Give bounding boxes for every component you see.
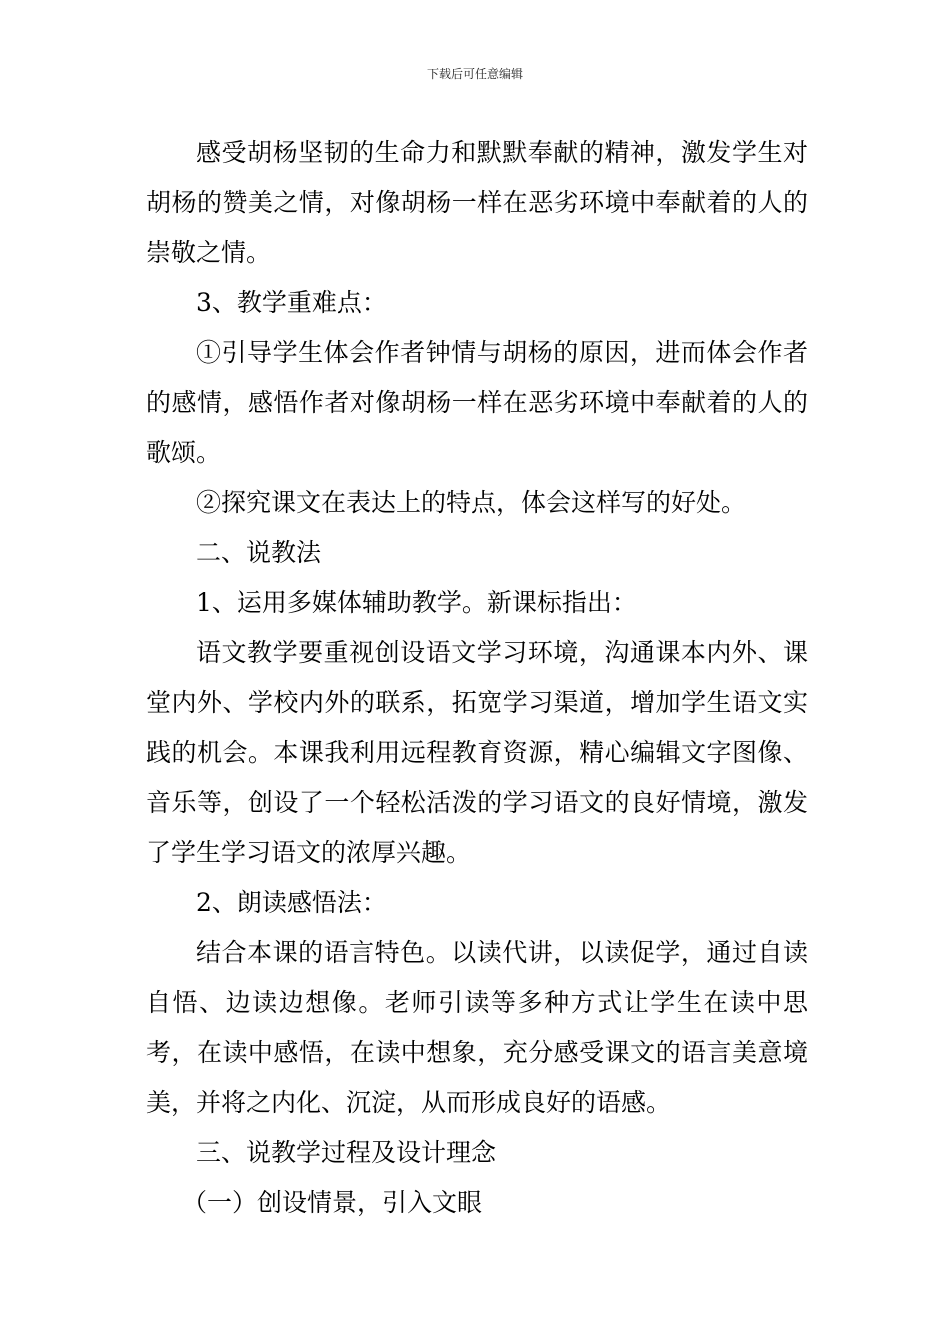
paragraph-difficulty-1: ①引导学生体会作者钟情与胡杨的原因，进而体会作者的感情，感悟作者对像胡杨一样在恶劣环境中奉献着的人的歌颂。 [146, 338, 808, 467]
page-header: 下载后可任意编辑 [426, 67, 523, 81]
document-body [146, 128, 808, 1228]
paragraph-objective: 感受胡杨坚韧的生命力和默默奉献的精神，激发学生对胡杨的赞美之情，对像胡杨一样在恶劣环境中奉献着的人的崇敬之情。 [146, 138, 808, 267]
heading-multimedia: 1、运用多媒体辅助教学。新课标指出： [196, 588, 637, 617]
heading-teaching-process: 三、说教学过程及设计理念 [196, 1138, 497, 1167]
heading-teaching-methods: 二、说教法 [196, 538, 322, 567]
heading-create-scene: （一）创设情景，引入文眼 [182, 1188, 483, 1217]
heading-key-difficulties: 3、教学重难点： [196, 288, 387, 317]
paragraph-multimedia: 语文教学要重视创设语文学习环境，沟通课本内外、课堂内外、学校内外的联系，拓宽学习渠道，增加学生语文实践的机会。本课我利用远程教育资源，精心编辑文字图像、音乐等，创设了一个轻松活泼的学习语文的良好情境，激发了学生学习语文的浓厚兴趣。 [146, 638, 808, 867]
heading-reading-method: 2、朗读感悟法： [196, 888, 387, 917]
paragraph-difficulty-2: ②探究课文在表达上的特点，体会这样写的好处。 [196, 488, 747, 517]
paragraph-reading-method: 结合本课的语言特色。以读代讲，以读促学，通过自读自悟、边读边想像。老师引读等多种方式让学生在读中思考，在读中感悟，在读中想象，充分感受课文的语言美意境美，并将之内化、沉淀，从而形成良好的语感。 [146, 938, 808, 1117]
